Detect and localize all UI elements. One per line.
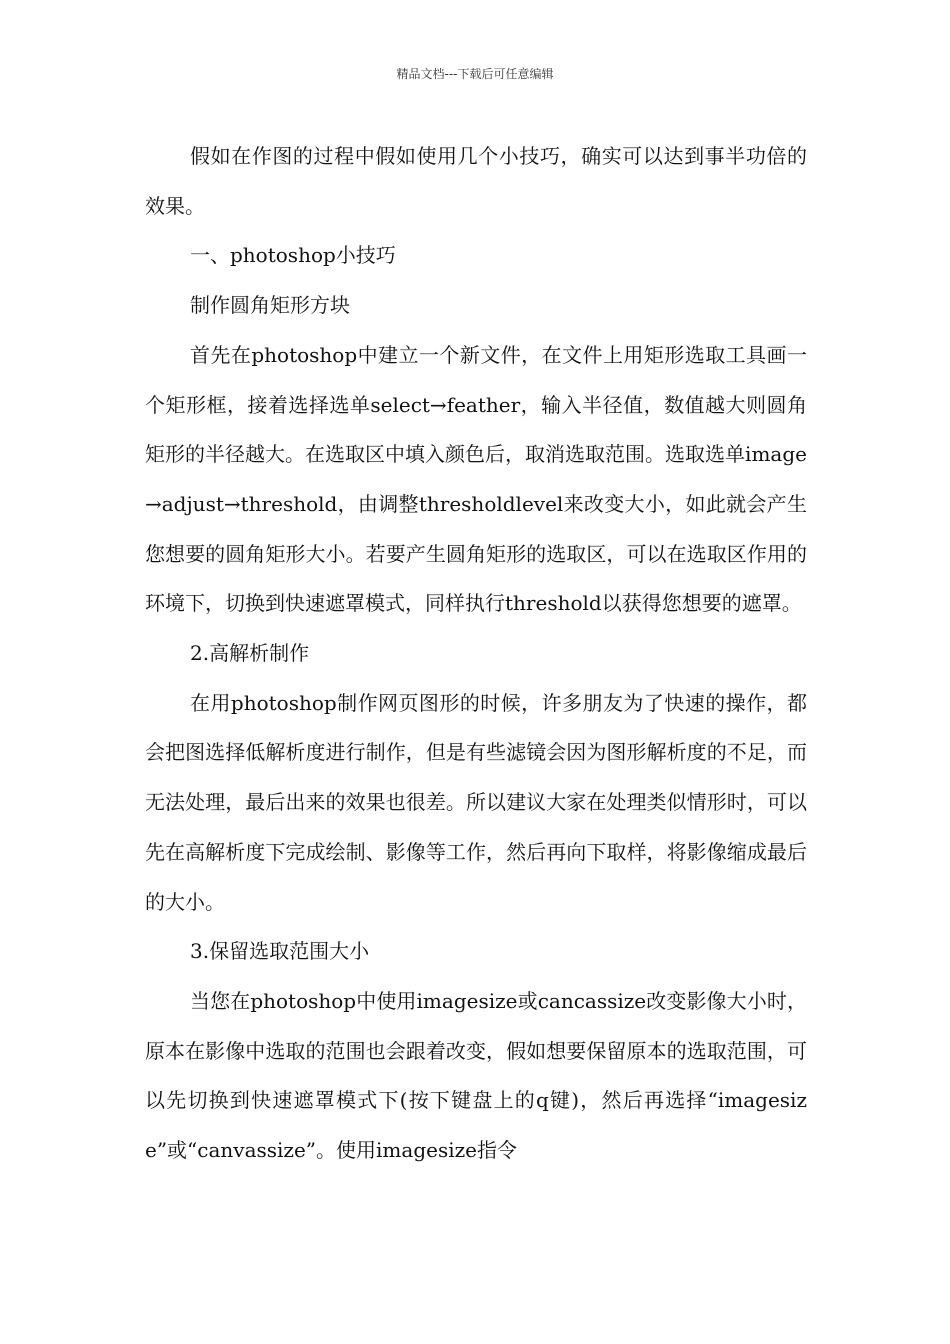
section-heading-photoshop-tips: 一、photoshop小技巧	[190, 243, 396, 268]
document-body	[145, 132, 807, 1176]
subheading-rounded-rectangle: 制作圆角矩形方块	[190, 293, 350, 318]
page-header: 精品文档---下载后可任意编辑	[396, 67, 554, 81]
paragraph-high-resolution: 在用photoshop制作网页图形的时候，许多朋友为了快速的操作，都会把图选择低解析度进行制作，但是有些滤镜会因为图形解析度的不足，而无法处理，最后出来的效果也很差。所以建议大家在处理类似情形时，可以先在高解析度下完成绘制、影像等工作，然后再向下取样，将影像缩成最后的大小。	[145, 690, 807, 914]
subheading-keep-selection: 3.保留选取范围大小	[190, 939, 370, 964]
paragraph-keep-selection: 当您在photoshop中使用imagesize或cancassize改变影像大小时，原本在影像中选取的范围也会跟着改变，假如想要保留原本的选取范围，可以先切换到快速遮罩模式下(按下键盘上的q键)，然后再选择“imagesize”或“canvassize”。使用imagesize指令	[145, 988, 807, 1163]
subheading-high-resolution: 2.高解析制作	[190, 641, 310, 666]
paragraph-rounded-rectangle: 首先在photoshop中建立一个新文件，在文件上用矩形选取工具画一个矩形框，接着选择选单select→feather，输入半径值，数值越大则圆角矩形的半径越大。在选取区中填入颜色后，取消选取范围。选取选单image→adjust→threshold，由调整thresholdlevel来改变大小，如此就会产生您想要的圆角矩形大小。若要产生圆角矩形的选取区，可以在选取区作用的环境下，切换到快速遮罩模式，同样执行threshold以获得您想要的遮罩。	[145, 342, 807, 616]
intro-paragraph: 假如在作图的过程中假如使用几个小技巧，确实可以达到事半功倍的效果。	[145, 144, 807, 218]
